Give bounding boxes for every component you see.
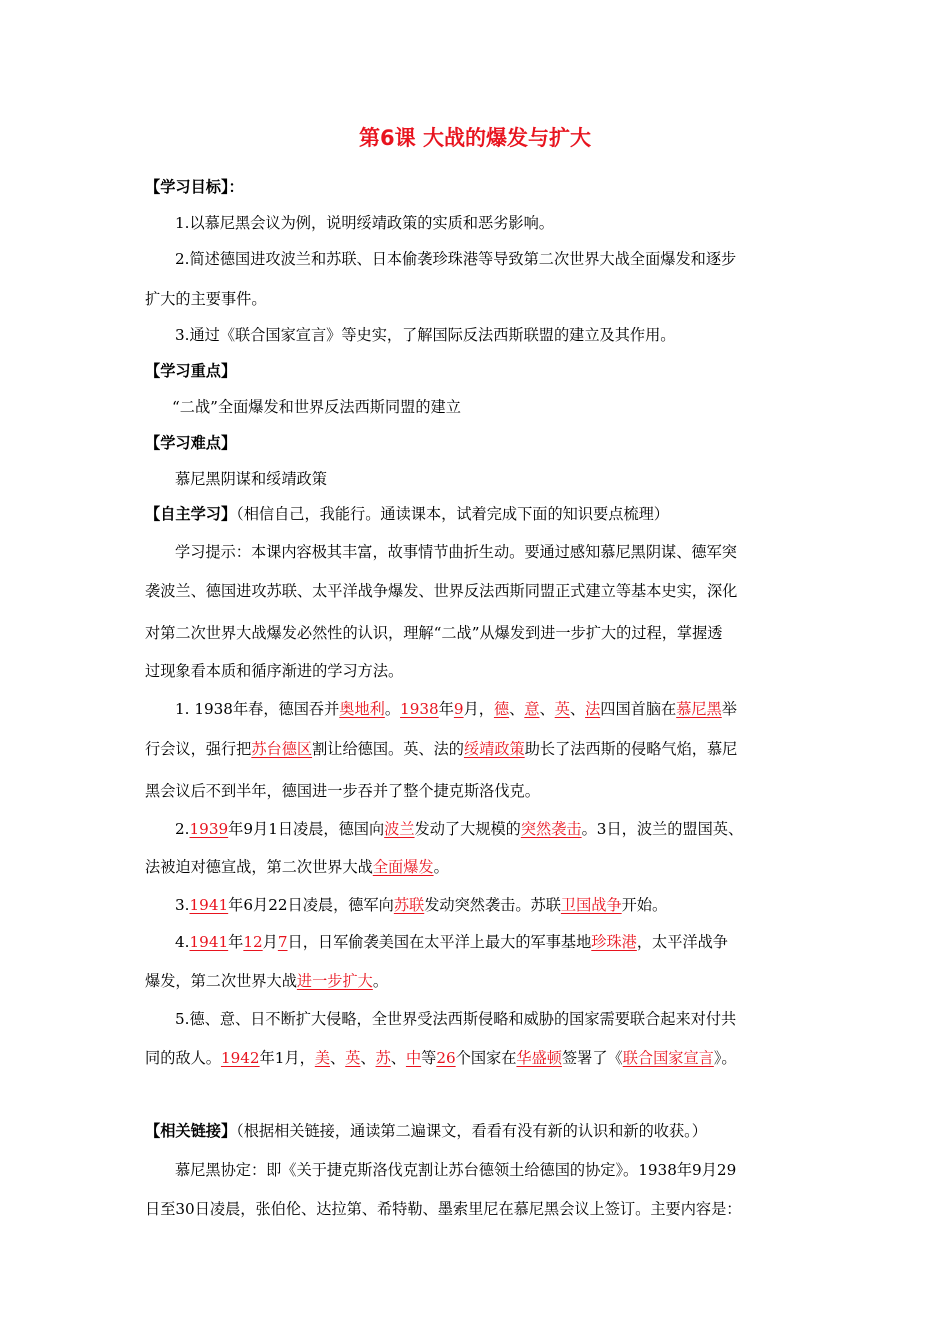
item1-text: 。: [384, 700, 401, 718]
item4-text: 日，日军偷袭美国在太平洋上最大的军事基地: [287, 933, 592, 951]
separator: 、: [509, 700, 525, 718]
answer-washington: 华盛顿: [516, 1049, 562, 1067]
item5-text: 年1月，: [259, 1049, 315, 1067]
links-text-2: 日至30日凌晨，张伯伦、达拉第、希特勒、墨索里尼在慕尼黑会议上签订。主要内容是：: [145, 1200, 742, 1218]
answer-appeasement: 绥靖政策: [463, 740, 525, 758]
answer-ussr: 苏: [375, 1049, 391, 1067]
difficulty-heading: 【学习难点】: [145, 434, 237, 452]
answer-france: 法: [585, 700, 601, 718]
item2-text: 。: [433, 858, 449, 876]
item5-text: 个国家在: [455, 1049, 517, 1067]
separator: 、: [360, 1049, 376, 1067]
answer-china: 中: [405, 1049, 422, 1067]
item2-text: 发动了大规模的: [414, 820, 521, 838]
difficulty-text: 慕尼黑阴谋和绥靖政策: [175, 470, 327, 488]
answer-sudetenland: 苏台德区: [251, 740, 313, 758]
lesson-title: 第6课 大战的爆发与扩大: [359, 126, 591, 150]
answer-1941: 1941: [189, 896, 229, 914]
hint-line-2: 袭波兰、德国进攻苏联、太平洋战争爆发、世界反法西斯同盟正式建立等基本史实，深化: [145, 582, 738, 600]
answer-germany: 德: [493, 700, 510, 718]
links-note: （根据相关链接，通读第二遍课文，看看有没有新的认识和新的收获。）: [236, 1122, 707, 1140]
objective-3: 3.通过《联合国家宣言》等史实，了解国际反法西斯联盟的建立及其作用。: [175, 326, 676, 344]
item5-text: 同的敌人。: [145, 1049, 221, 1067]
answer-1942: 1942: [220, 1049, 260, 1067]
answer-december: 12: [243, 933, 263, 951]
item1-text: 举: [721, 700, 737, 718]
objective-2-cont: 扩大的主要事件。: [145, 290, 267, 308]
answer-soviet-union: 苏联: [393, 896, 425, 914]
separator: 、: [539, 700, 555, 718]
answer-austria: 奥地利: [339, 700, 385, 718]
answer-patriotic-war: 卫国战争: [560, 896, 622, 914]
item1-text: 割让给德国。英、法的: [312, 740, 464, 758]
item1-text: 行会议，强行把: [145, 740, 252, 758]
item2-line-1: [175, 818, 805, 840]
item3-text: 开始。: [621, 896, 668, 914]
item5-line-1: 5.德、意、日不断扩大侵略，全世界受法西斯侵略和威胁的国家需要联合起来对付共: [175, 1010, 737, 1028]
item1-line-2: [145, 738, 805, 760]
item4-text: 年: [228, 933, 244, 951]
answer-further-expansion: 进一步扩大: [296, 972, 373, 990]
objective-2: 2.简述德国进攻波兰和苏联、日本偷袭珍珠港等导致第二次世界大战全面爆发和逐步: [175, 250, 737, 268]
answer-poland: 波兰: [384, 820, 415, 838]
item1-line-1: [175, 698, 805, 720]
item4-text: ，太平洋战争: [636, 933, 728, 951]
item1-line-3: 黑会议后不到半年，德国进一步吞并了整个捷克斯洛伐克。: [145, 782, 540, 800]
item5-text: 签署了《: [561, 1049, 623, 1067]
item4-line-1: [175, 931, 805, 953]
answer-month: 9: [453, 700, 464, 718]
key-point-text: “二战”全面爆发和世界反法西斯同盟的建立: [172, 398, 461, 416]
answer-1941: 1941: [189, 933, 229, 951]
item3-text: 3.: [175, 896, 190, 914]
self-study-heading: 【自主学习】: [145, 505, 237, 523]
links-text-1: 慕尼黑协定：即《关于捷克斯洛伐克割让苏台德领土给德国的协定》。1938年9月29: [175, 1161, 737, 1179]
item2-text: 。3日，波兰的盟国英、: [581, 820, 744, 838]
self-study-line: [145, 503, 805, 525]
item5-line-2: [145, 1047, 805, 1069]
answer-uk: 英: [345, 1049, 361, 1067]
answer-day: 7: [277, 933, 288, 951]
answer-surprise-attack: 突然袭击: [520, 820, 582, 838]
separator: 、: [330, 1049, 346, 1067]
separator: 、: [390, 1049, 406, 1067]
item1-text: 年: [438, 700, 454, 718]
item2-text: 2.: [175, 820, 190, 838]
item3-text: 发动突然袭击。苏联: [424, 896, 561, 914]
item4-line-2: [145, 970, 805, 992]
key-point-heading: 【学习重点】: [145, 362, 237, 380]
links-line: [145, 1120, 805, 1142]
hint-line-3: 对第二次世界大战爆发必然性的认识，理解“二战”从爆发到进一步扩大的过程，掌握透: [145, 624, 723, 642]
item3-line-1: [175, 894, 805, 916]
hint-line-1: 学习提示：本课内容极其丰富，故事情节曲折生动。要通过感知慕尼黑阴谋、德军突: [175, 543, 737, 561]
answer-usa: 美: [314, 1049, 331, 1067]
answer-pearl-harbor: 珍珠港: [591, 933, 637, 951]
item4-text: 月: [262, 933, 278, 951]
answer-full-outbreak: 全面爆发: [372, 858, 434, 876]
item3-text: 年6月22日凌晨，德军向: [228, 896, 394, 914]
item4-text: 。: [372, 972, 388, 990]
item5-text: 》。: [713, 1049, 737, 1067]
answer-year: 1938: [400, 700, 439, 718]
objective-1: 1.以慕尼黑会议为例，说明绥靖政策的实质和恶劣影响。: [175, 214, 554, 232]
item2-text: 法被迫对德宣战，第二次世界大战: [145, 858, 373, 876]
item1-text: 四国首脑在: [600, 700, 677, 718]
self-study-note: （相信自己，我能行。通读课本，试着完成下面的知识要点梳理）: [236, 505, 669, 523]
item2-text: 年9月1日凌晨，德国向: [228, 820, 385, 838]
answer-1939: 1939: [189, 820, 229, 838]
objectives-heading: 【学习目标】：: [145, 178, 244, 196]
hint-line-4: 过现象看本质和循序渐进的学习方法。: [145, 662, 404, 680]
item4-text: 4.: [175, 933, 190, 951]
item5-text: 等: [421, 1049, 437, 1067]
separator: 、: [569, 700, 586, 718]
item4-text: 爆发，第二次世界大战: [145, 972, 297, 990]
answer-britain: 英: [554, 700, 570, 718]
item1-text: 助长了法西斯的侵略气焰，慕尼: [524, 740, 738, 758]
answer-munich: 慕尼黑: [676, 700, 722, 718]
links-heading: 【相关链接】: [145, 1122, 237, 1140]
item1-text: 1. 1938年春，德国吞并: [175, 700, 340, 718]
answer-italy: 意: [524, 700, 540, 718]
item1-text: 月，: [463, 700, 494, 718]
answer-declaration: 联合国家宣言: [622, 1049, 714, 1067]
answer-26: 26: [436, 1049, 456, 1067]
item2-line-2: [145, 856, 805, 878]
